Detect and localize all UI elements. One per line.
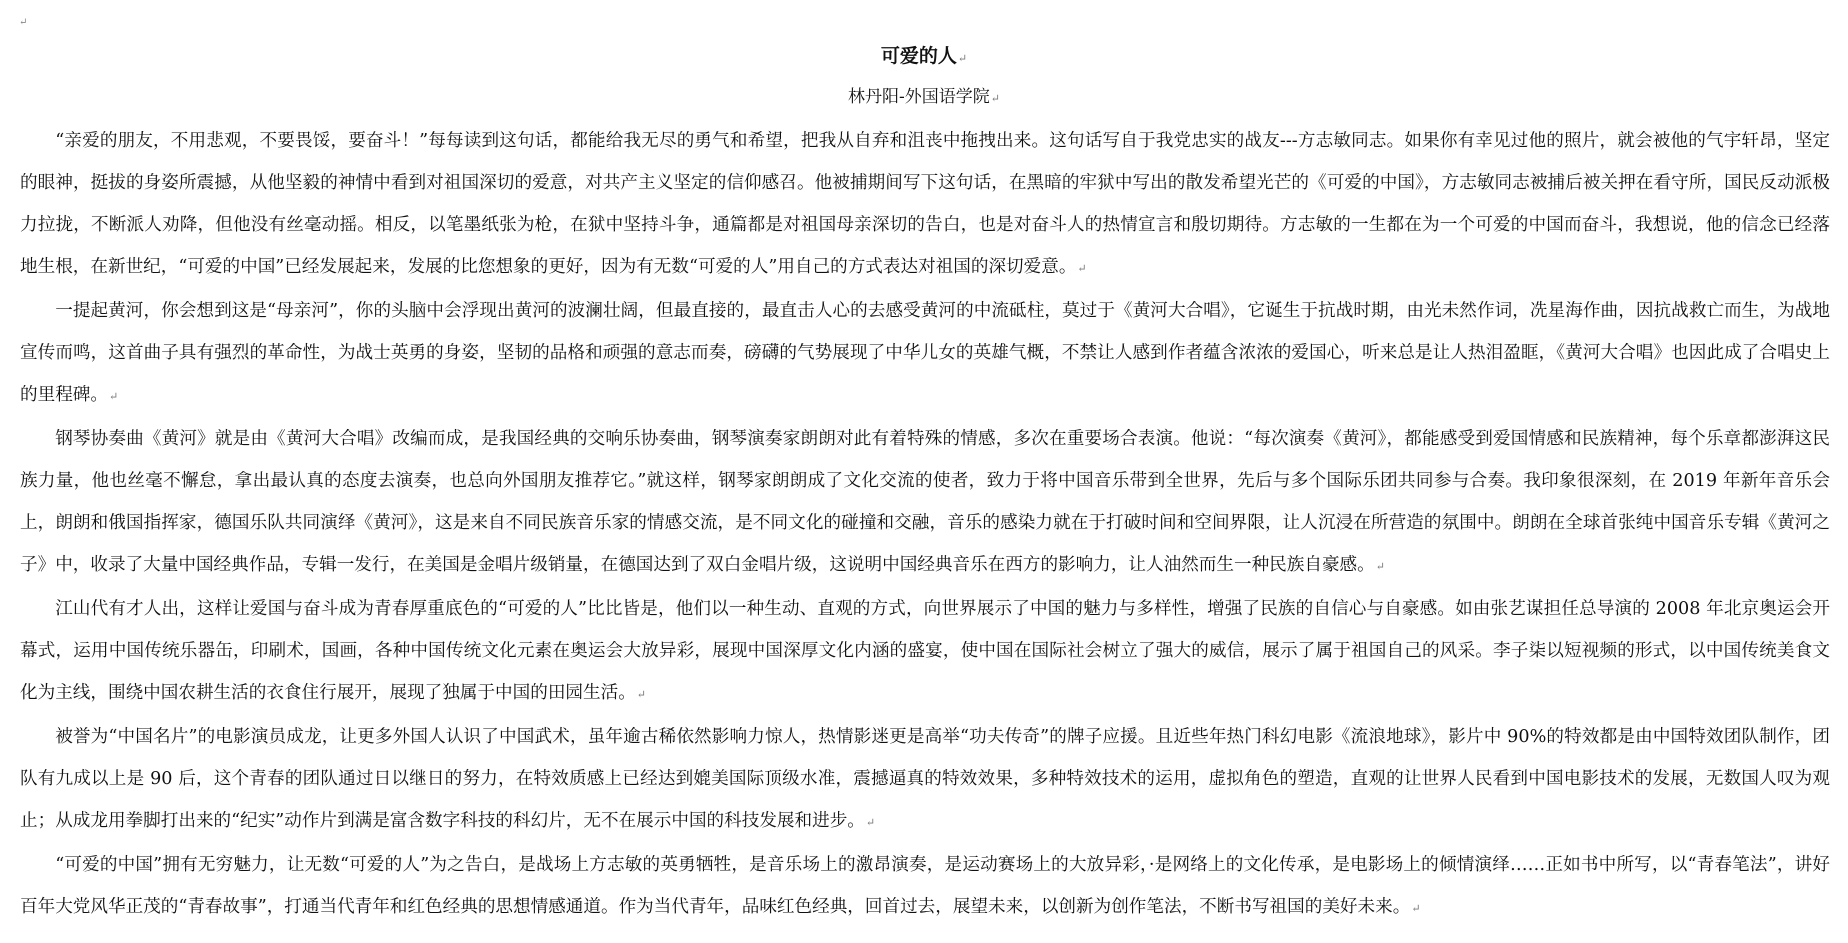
title-text: 可爱的人: [880, 45, 957, 67]
paragraph-text: “可爱的中国”拥有无穷魅力，让无数“可爱的人”为之告白，是战场上方志敏的英勇牺牲，是音乐场上的激昂演奏，是运动赛场上的大放异彩，·是网络上的文化传承，是电影场上的倾情演绎……正如书中所写，以“青春笔法”，讲好百年大党风华正茂的“青春故事”，打通当代青年和红色经典的思想情感通道。作为当代青年，品味红色经典，回首过去，展望未来，以创新为创作笔法，不断书写祖国的美好未来。: [20, 855, 1830, 917]
document-title: [0, 44, 1848, 71]
body-paragraph: [20, 418, 1830, 588]
paragraph-mark: ↵: [957, 52, 968, 65]
paragraph-text: 一提起黄河，你会想到这是“母亲河”，你的头脑中会浮现出黄河的波澜壮阔，但最直接的，最直击人心的去感受黄河的中流砥柱，莫过于《黄河大合唱》，它诞生于抗战时期，由光未然作词，冼星海作曲，因抗战救亡而生，为战地宣传而鸣，这首曲子具有强烈的革命性，为战士英勇的身姿，坚韧的品格和顽强的意志而奏，磅礴的气势展现了中华儿女的英雄气概，不禁让人感到作者蕴含浓浓的爱国心，听来总是让人热泪盈眶，《黄河大合唱》也因此成了合唱史上的里程碑。: [20, 301, 1830, 405]
body-paragraph: [20, 844, 1830, 930]
body-paragraph: [20, 588, 1830, 716]
paragraph-mark: ↵: [1411, 902, 1421, 915]
paragraph-mark: ↵: [865, 816, 876, 829]
paragraph-mark: ↵: [990, 92, 1000, 105]
document-author: [0, 86, 1848, 110]
paragraph-text: 江山代有才人出，这样让爱国与奋斗成为青春厚重底色的“可爱的人”比比皆是，他们以一种生动、直观的方式，向世界展示了中国的魅力与多样性，增强了民族的自信心与自豪感。如由张艺谋担任总导演的 2008 年北京奥运会开幕式，运用中国传统乐器缶，印刷术，国画，各种中国传统文化元素在奥运会大放异彩，展现中国深厚文化内涵的盛宴，使中国在国际社会树立了强大的威信，展示了属于祖国自己的风采。李子柒以短视频的形式，以中国传统美食文化为主线，围绕中国农耕生活的衣食住行展开，展现了独属于中国的田园生活。: [20, 599, 1830, 703]
paragraph-text: 钢琴协奏曲《黄河》就是由《黄河大合唱》改编而成，是我国经典的交响乐协奏曲，钢琴演奏家朗朗对此有着特殊的情感，多次在重要场合表演。他说：“每次演奏《黄河》，都能感受到爱国情感和民族精神，每个乐章都澎湃这民族力量，他也丝毫不懈怠，拿出最认真的态度去演奏，也总向外国朋友推荐它。”就这样，钢琴家朗朗成了文化交流的使者，致力于将中国音乐带到全世界，先后与多个国际乐团共同参与合奏。我印象很深刻，在 2019 年新年音乐会上，朗朗和俄国指挥家，德国乐队共同演绎《黄河》，这是来自不同民族音乐家的情感交流，是不同文化的碰撞和交融，音乐的感染力就在于打破时间和空间界限，让人沉浸在所营造的氛围中。朗朗在全球首张纯中国音乐专辑《黄河之子》中，收录了大量中国经典作品，专辑一发行，在美国是金唱片级销量，在德国达到了双白金唱片级，这说明中国经典音乐在西方的影响力，让人油然而生一种民族自豪感。: [20, 429, 1830, 575]
corner-paragraph-mark: ↵: [19, 17, 28, 28]
paragraph-text: 被誉为“中国名片”的电影演员成龙，让更多外国人认识了中国武术，虽年逾古稀依然影响力惊人，热情影迷更是高举“功夫传奇”的牌子应援。且近些年热门科幻电影《流浪地球》，影片中 90%的特效都是由中国特效团队制作，团队有九成以上是 90 后，这个青春的团队通过日以继日的努力，在特效质感上已经达到媲美国际顶级水准，震撼逼真的特效效果，多种特效技术的运用，虚拟角色的塑造，直观的让世界人民看到中国电影技术的发展，无数国人叹为观止；从成龙用拳脚打出来的“纪实”动作片到满是富含数字科技的科幻片，无不在展示中国的科技发展和进步。: [20, 727, 1830, 831]
paragraph-mark: ↵: [1375, 560, 1385, 573]
author-text: 林丹阳-外国语学院: [848, 87, 990, 107]
document-body: [20, 120, 1830, 930]
paragraph-mark: ↵: [108, 390, 119, 403]
paragraph-text: “亲爱的朋友，不用悲观，不要畏馁，要奋斗！”每每读到这句话，都能给我无尽的勇气和希望，把我从自弃和沮丧中拖拽出来。这句话写自于我党忠实的战友---方志敏同志。如果你有幸见过他的照片，就会被他的气宇轩昂，坚定的眼神，挺拔的身姿所震撼，从他坚毅的神情中看到对祖国深切的爱意，对共产主义坚定的信仰感召。他被捕期间写下这句话，在黑暗的牢狱中写出的散发希望光芒的《可爱的中国》，方志敏同志被捕后被关押在看守所，国民反动派极力拉拢，不断派人劝降，但他没有丝毫动摇。相反，以笔墨纸张为枪，在狱中坚持斗争，通篇都是对祖国母亲深切的告白，也是对奋斗人的热情宣言和殷切期待。方志敏的一生都在为一个可爱的中国而奋斗，我想说，他的信念已经落地生根，在新世纪，“可爱的中国”已经发展起来，发展的比您想象的更好，因为有无数“可爱的人”用自己的方式表达对祖国的深切爱意。: [20, 131, 1830, 277]
body-paragraph: [20, 120, 1830, 290]
paragraph-mark: ↵: [1077, 262, 1087, 275]
body-paragraph: [20, 290, 1830, 418]
paragraph-mark: ↵: [636, 688, 647, 701]
body-paragraph: [20, 716, 1830, 844]
